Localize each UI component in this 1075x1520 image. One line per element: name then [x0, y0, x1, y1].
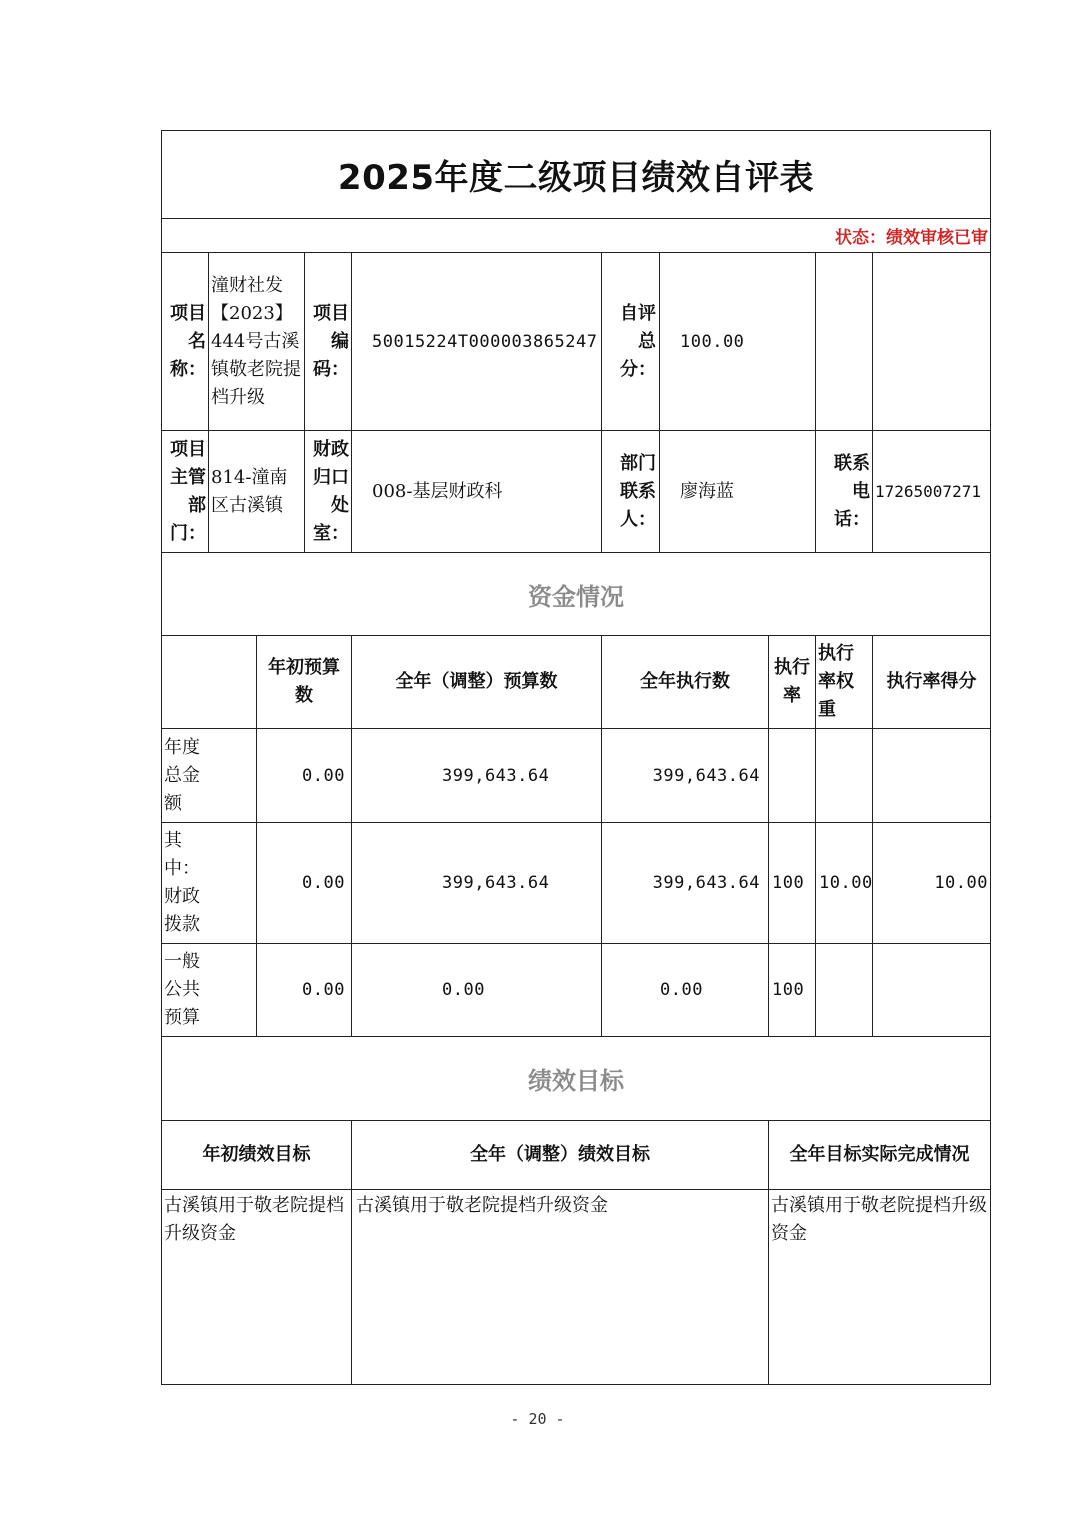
funds-initial: 0.00	[257, 729, 352, 822]
funds-section-title: 资金情况	[528, 582, 624, 611]
project-name-value: 潼财社发【2023】444号古溪镇敬老院提档升级	[209, 253, 305, 430]
funds-section-row	[161, 553, 991, 636]
funds-executed: 399,643.64	[602, 823, 769, 943]
funds-adjusted: 399,643.64	[352, 729, 602, 822]
funds-header-initial: 年初预算数	[257, 636, 352, 728]
goals-actual-text: 古溪镇用于敬老院提档升级资金	[771, 1195, 987, 1244]
empty-cell	[873, 253, 990, 430]
funds-header-adjusted: 全年（调整）预算数	[352, 636, 602, 728]
office-label: 财政归口处室：	[305, 431, 352, 552]
funds-header-weight: 执行率权重	[816, 636, 873, 728]
funds-row-label: 年度总金额	[164, 736, 200, 814]
funds-weight: 10.00	[816, 823, 873, 943]
office-value: 008-基层财政科	[352, 431, 602, 552]
funds-adjusted: 0.00	[352, 944, 602, 1036]
form-title: 2025年度二级项目绩效自评表	[337, 158, 815, 198]
project-code-value: 50015224T000003865247	[352, 253, 602, 430]
score-value: 100.00	[660, 253, 816, 430]
dept-label: 项目主管部门：	[162, 431, 209, 552]
title-row	[161, 130, 991, 219]
funds-rate: 100	[769, 823, 816, 943]
status-text: 状态：绩效审核已审	[835, 228, 988, 248]
contact-value: 廖海蓝	[660, 431, 816, 552]
funds-row-label: 其中：财政拨款	[164, 830, 200, 935]
dept-value: 814-潼南区古溪镇	[209, 431, 305, 552]
contact-label: 部门联系人：	[602, 431, 660, 552]
funds-header-score: 执行率得分	[886, 671, 977, 692]
funds-initial: 0.00	[257, 823, 352, 943]
goals-header-initial: 年初绩效目标	[162, 1121, 352, 1189]
funds-weight	[816, 944, 873, 1036]
goals-header-actual: 全年目标实际完成情况	[789, 1144, 970, 1165]
page-number: - 20 -	[510, 1410, 565, 1428]
table-row	[161, 729, 991, 823]
goals-header-row	[161, 1121, 991, 1190]
project-row-1	[161, 253, 991, 431]
funds-rate	[769, 729, 816, 822]
funds-executed: 399,643.64	[602, 729, 769, 822]
goals-adjusted-text: 古溪镇用于敬老院提档升级资金	[352, 1190, 769, 1384]
funds-adjusted: 399,643.64	[352, 823, 602, 943]
funds-row-label: 一般公共预算	[164, 951, 200, 1028]
goals-initial-text: 古溪镇用于敬老院提档升级资金	[162, 1190, 352, 1384]
funds-score	[873, 729, 990, 822]
goals-section-title: 绩效目标	[528, 1067, 624, 1095]
score-label: 自评总分：	[602, 253, 660, 430]
funds-score: 10.00	[934, 873, 988, 893]
funds-weight	[816, 729, 873, 822]
project-row-2	[161, 431, 991, 553]
project-code-label: 项目编码：	[305, 253, 352, 430]
funds-header-empty	[162, 636, 257, 728]
phone-label: 联系电话：	[816, 431, 873, 552]
empty-cell	[816, 253, 873, 430]
funds-header-rate: 执行率	[769, 636, 816, 728]
evaluation-form	[161, 130, 991, 1385]
funds-rate: 100	[769, 944, 816, 1036]
funds-executed: 0.00	[602, 944, 769, 1036]
funds-header-row	[161, 636, 991, 729]
funds-header-executed: 全年执行数	[602, 636, 769, 728]
funds-initial: 0.00	[257, 944, 352, 1036]
project-name-label: 项目名称：	[162, 253, 209, 430]
status-row	[161, 219, 991, 253]
goals-section-row	[161, 1037, 991, 1121]
goals-header-adjusted: 全年（调整）绩效目标	[352, 1121, 769, 1189]
table-row	[161, 823, 991, 944]
table-row	[161, 944, 991, 1037]
funds-score	[873, 944, 990, 1036]
goals-content-row	[161, 1190, 991, 1385]
phone-value: 17265007271	[875, 481, 981, 501]
